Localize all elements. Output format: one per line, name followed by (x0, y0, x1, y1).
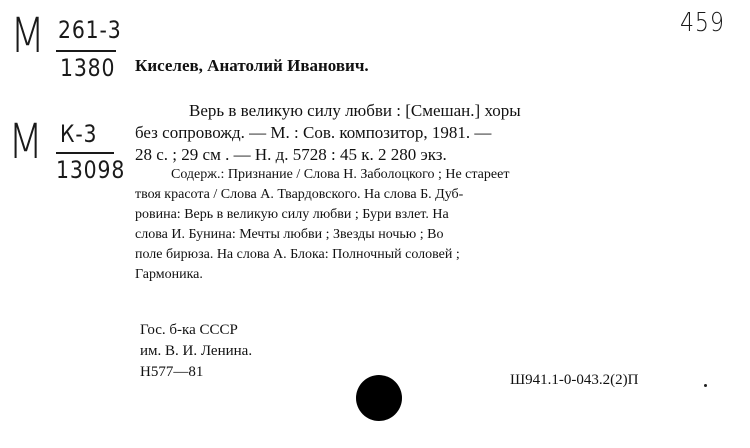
handwritten-inventory-bottom: 13098 (56, 156, 126, 184)
author-heading: Киселев, Анатолий Иванович. (135, 56, 369, 75)
library-line: Гос. б-ка СССР (140, 322, 238, 338)
library-imprint (140, 320, 252, 383)
handwritten-page-number: 459 (680, 8, 725, 38)
contents-line: Содерж.: Признание / Слова Н. Заболоцкого ; Не стареет (171, 167, 510, 182)
handwritten-shelf-code-bottom: К-3 (60, 120, 98, 148)
handwritten-mark-top: М (10, 8, 47, 64)
contents-line: ровина: Верь в великую силу любви ; Бури взлет. На (135, 207, 449, 222)
ink-dot (704, 384, 707, 387)
library-line: Н577—81 (140, 364, 204, 380)
card-punch-hole (356, 375, 402, 421)
handwritten-shelf-code-top: 261-3 (58, 16, 122, 44)
contents-line: Гармоника. (135, 267, 203, 282)
handwritten-mark-bottom: М (8, 114, 45, 170)
contents-line: твоя красота / Слова А. Твардовского. На слова Б. Дуб- (135, 187, 464, 202)
title-line: 28 с. ; 29 см . — Н. д. 5728 : 45 к. 2 280 экз. (135, 145, 447, 164)
handwritten-inventory-top: 1380 (60, 54, 116, 82)
classification-code: Ш941.1-0-043.2(2)П (510, 372, 639, 388)
handwritten-divider-top (56, 50, 116, 52)
handwritten-divider-bottom (56, 152, 114, 154)
title-line: без сопровожд. — М. : Сов. композитор, 1981. — (135, 123, 492, 142)
contents-line: поле бирюза. На слова А. Блока: Полночный соловей ; (135, 247, 460, 262)
title-line: Верь в великую силу любви : [Смешан.] хоры (189, 101, 521, 120)
contents-line: слова И. Бунина: Мечты любви ; Звезды ночью ; Во (135, 227, 444, 242)
contents-note (135, 165, 695, 285)
library-line: им. В. И. Ленина. (140, 343, 253, 359)
title-block (135, 100, 690, 166)
